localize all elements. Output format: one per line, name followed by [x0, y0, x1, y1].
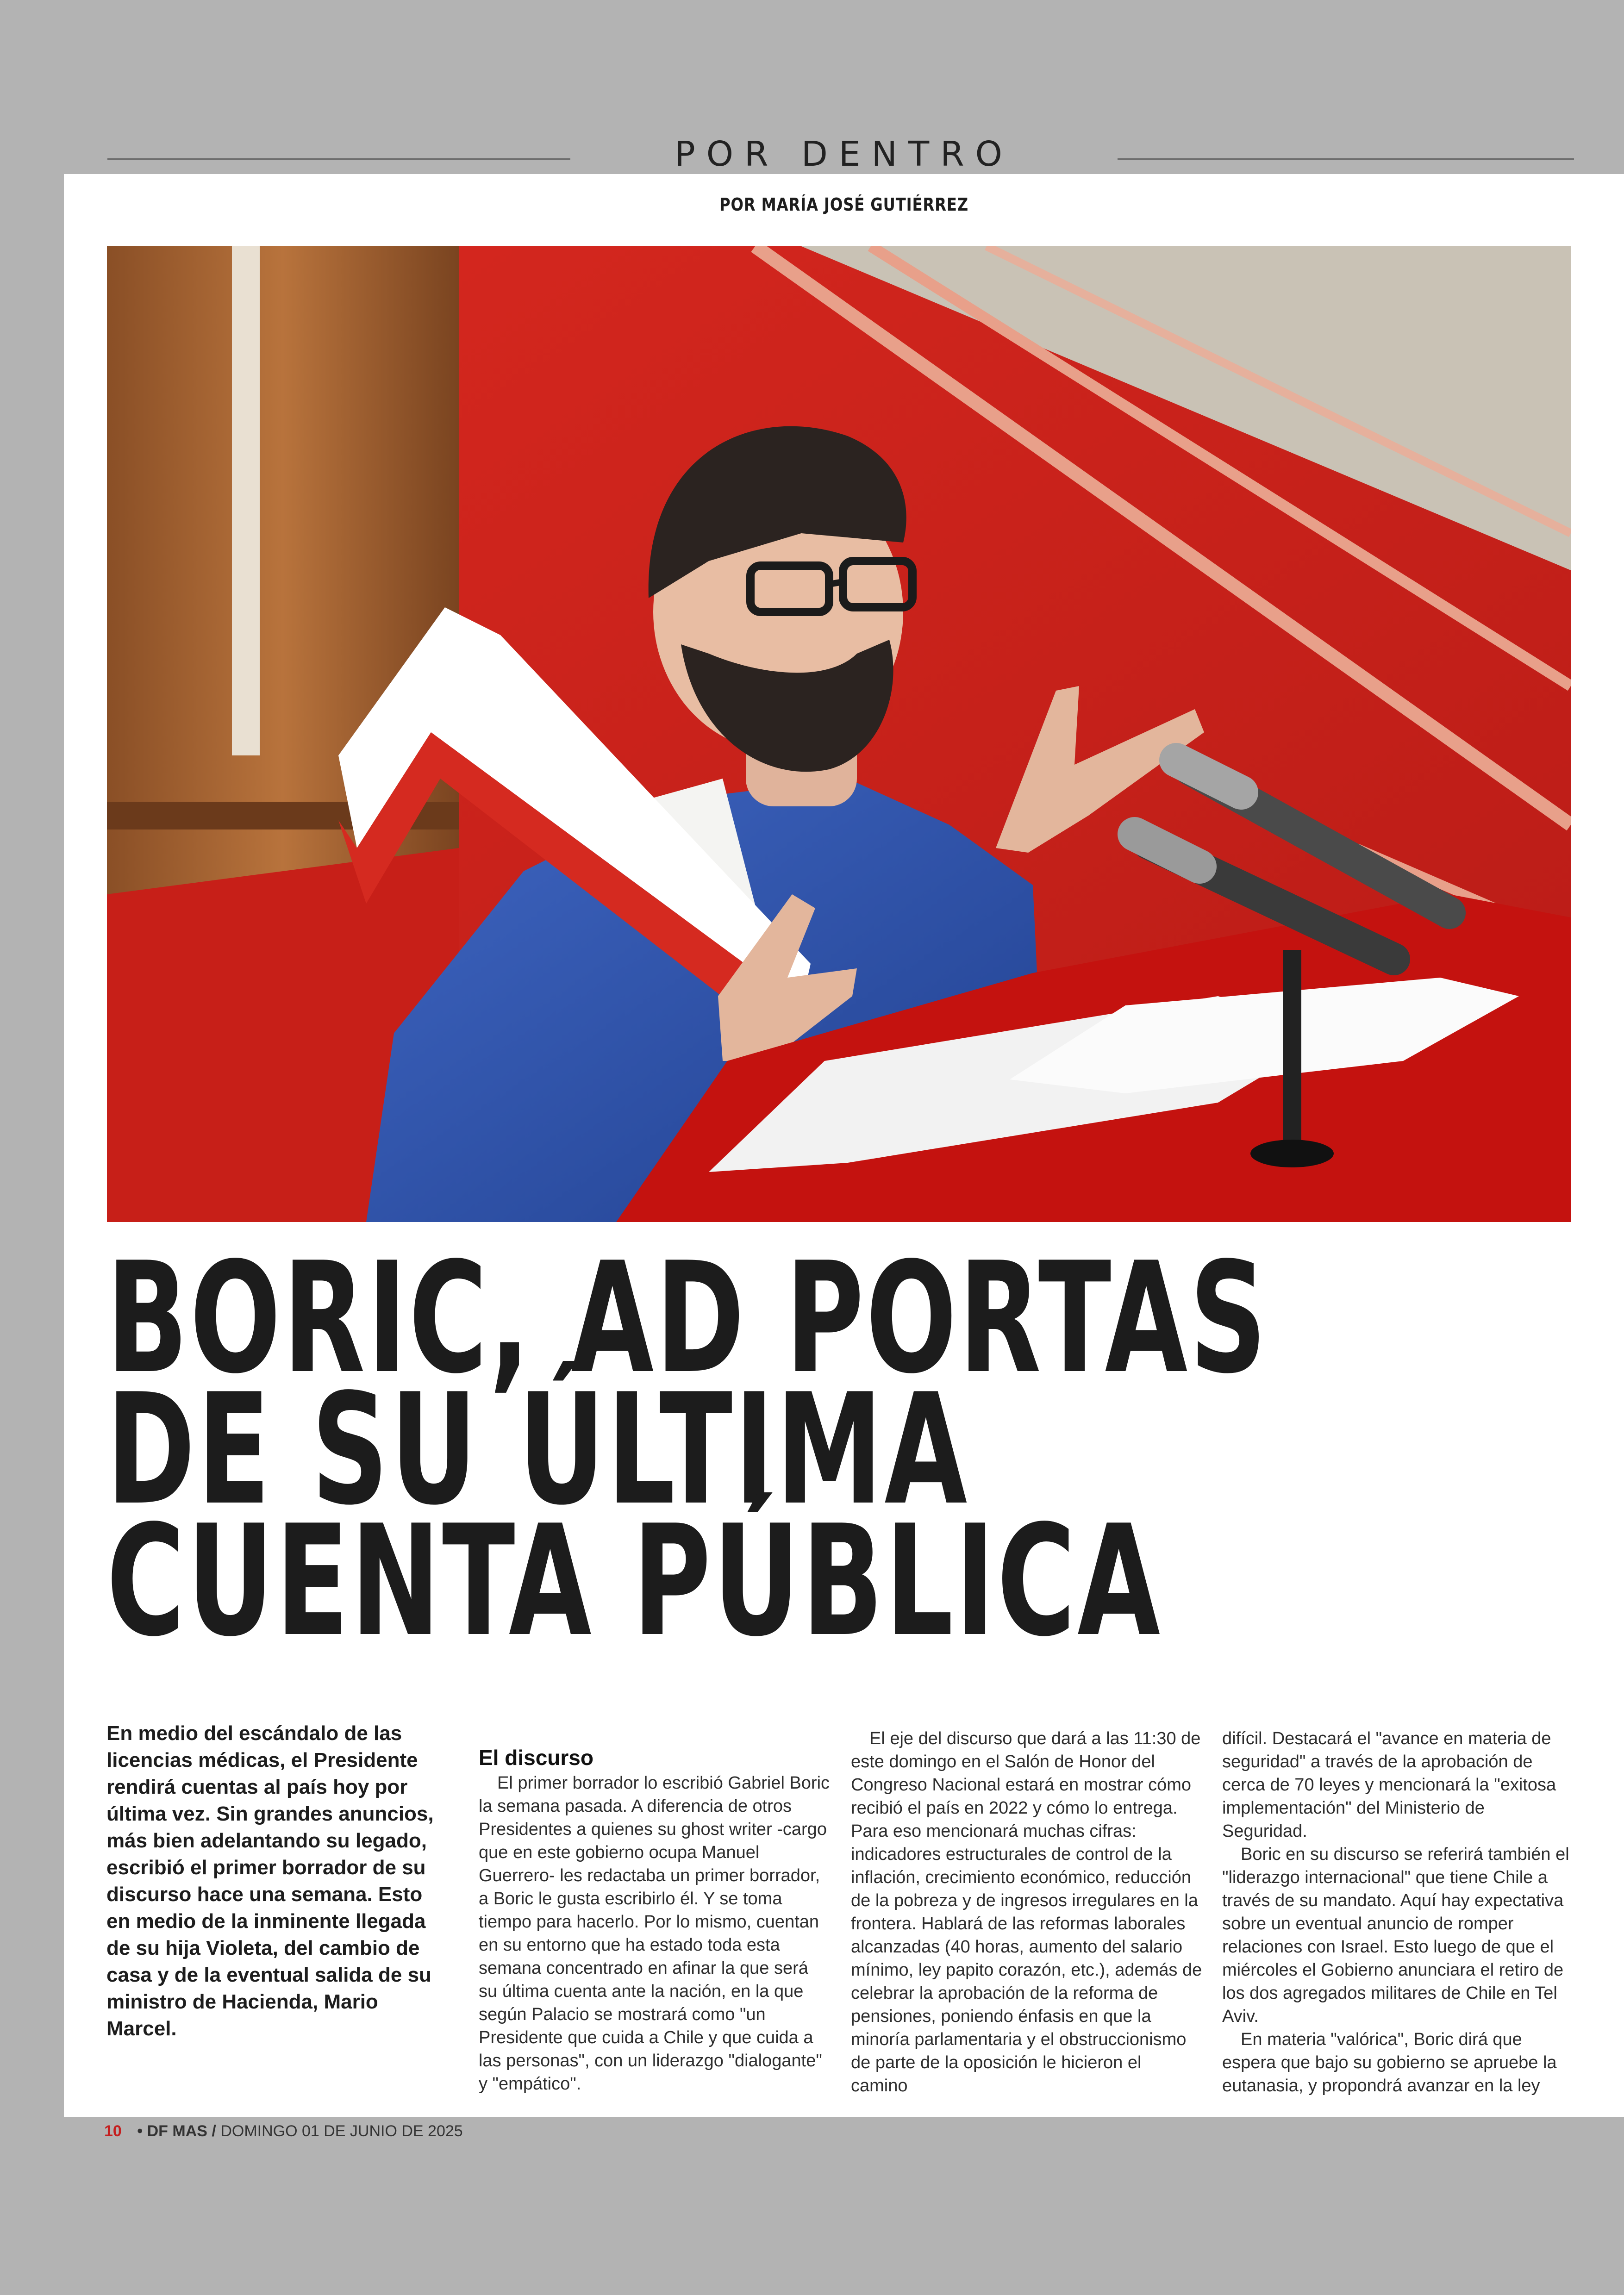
col3-paragraph-1: El eje del discurso que dará a las 11:30 de este domingo en el Salón de Honor del Congreso Nacional estará en mostrar cómo recibió el país en 2022 y cómo lo entrega. Para eso mencionará muchas cifras: indicadores estructurales de control de la inflación, crecimiento económico, reducción de la pobreza y de ingresos irregulares en la frontera. Hablará de las reformas laborales alcanzadas (40 horas, aumento del salario mínimo, ley papito corazón, etc.), además de celebrar la aprobación de la reforma de pensiones, poniendo énfasis en que la minoría parlamentaria y el obstruccionismo de parte de la oposición le hicieron el camino — [851, 1729, 1202, 2095]
photo-illustration — [107, 246, 1571, 1222]
article-column-3 — [851, 1727, 1203, 2097]
header-rule-right — [1118, 158, 1574, 160]
headline-line-3: CUENTA PÚBLICA — [106, 1492, 1162, 1670]
section-title: POR DENTRO — [675, 134, 1013, 174]
article-sheet — [64, 174, 1624, 2117]
article-column-2 — [479, 1746, 831, 2095]
publication-name: • DF MAS / — [137, 2122, 216, 2140]
lead-paragraph: En medio del escándalo de las licencias médicas, el Presidente rendirá cuentas al país hoy por última vez. Sin grandes anuncios, más bien adelantando su legado, escribió el primer borrador de su discurso hace una semana. Esto en medio de la inminente llegada de su hija Violeta, del cambio de casa y de la eventual salida de su ministro de Hacienda, Mario Marcel. — [106, 1722, 434, 2040]
col4-paragraph-1: difícil. Destacará el "avance en materia de seguridad" a través de la aprobación de cerca de 70 leyes y mencionará la "exitosa implementación" del Ministerio de Seguridad. — [1222, 1729, 1556, 1841]
header-rule-left — [107, 158, 570, 160]
headline — [106, 1229, 1269, 1670]
subhead-el-discurso: El discurso — [479, 1746, 593, 1770]
col4-paragraph-3: En materia "valórica", Boric dirá que espera que bajo su gobierno se apruebe la eutanasia, y propondrá avanzar en la ley — [1222, 2030, 1557, 2095]
issue-date: DOMINGO 01 DE JUNIO DE 2025 — [220, 2122, 463, 2140]
col4-paragraph-2: Boric en su discurso se referirá también el "liderazgo internacional" que tiene Chile a través de su mandato. Aquí hay expectativa sobre un eventual anuncio de romper relaciones con Israel. Esto luego de que el miércoles el Gobierno anunciara el retiro de los dos agregados militares de Chile en Tel Aviv. — [1222, 1845, 1569, 2026]
page-footer — [104, 2122, 463, 2140]
col2-paragraph-1: El primer borrador lo escribió Gabriel Boric la semana pasada. A diferencia de otros Presidentes a quienes su ghost writer -cargo que en este gobierno ocupa Manuel Guerrero- les redactaba un primer borrador, a Boric le gusta escribirlo él. Y se toma tiempo para hacerlo. Por lo mismo, cuentan en su entorno que ha estado toda esta semana concentrado en afinar la que será su última cuenta ante la nación, en la que según Palacio se mostrará como "un Presidente que cuida a Chile y que cuida a las personas", con un liderazgo "dialogante" y "empático". — [479, 1773, 830, 2094]
page-number: 10 — [104, 2122, 122, 2140]
byline: POR MARÍA JOSÉ GUTIÉRREZ — [719, 194, 969, 215]
headline-line-1: BORIC, AD PORTAS — [106, 1229, 1269, 1407]
headline-line-2: DE SU ÚLTIMA — [106, 1361, 969, 1539]
president-speech-photo — [107, 246, 1571, 1222]
section-header — [0, 134, 1624, 176]
article-column-4 — [1222, 1727, 1574, 2097]
